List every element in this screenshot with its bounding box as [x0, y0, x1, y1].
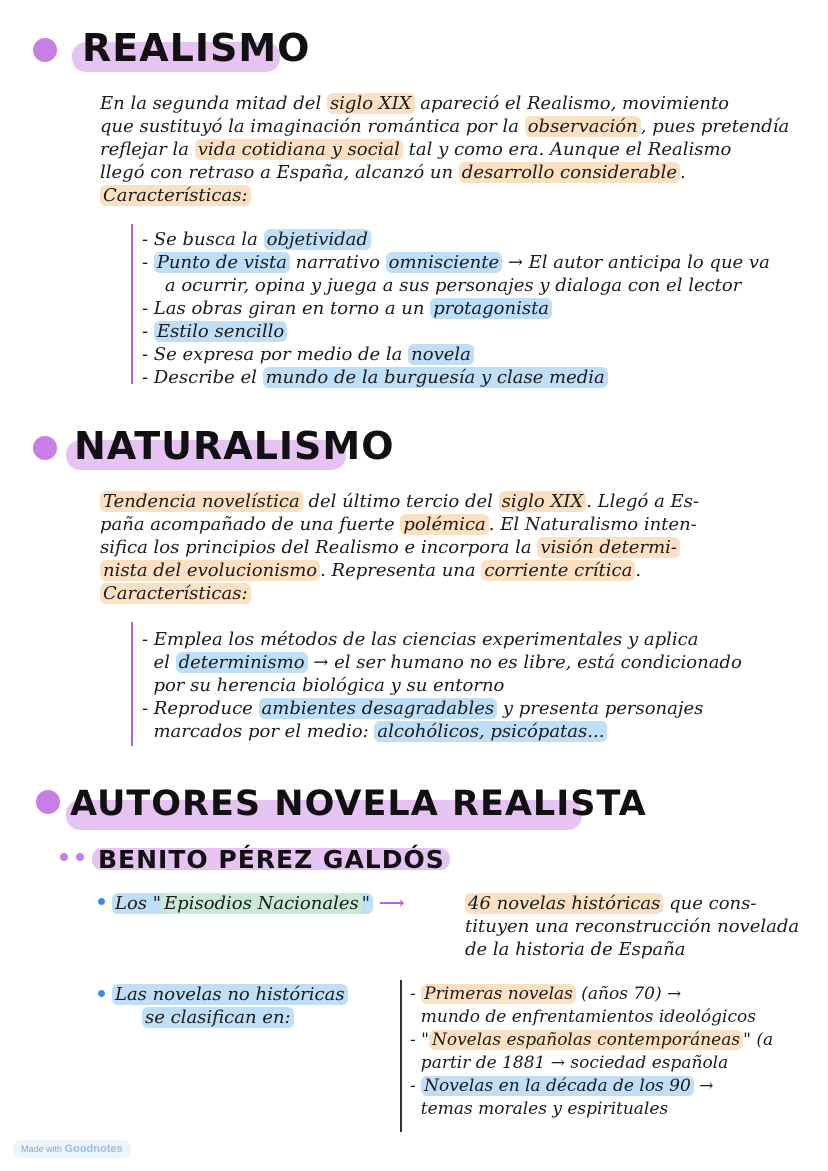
desc-line: 46 novelas históricas que cons- [465, 892, 799, 915]
brace-line [400, 980, 402, 1132]
section-bullet-naturalismo [33, 436, 57, 460]
list-item: el determinismo → el ser humano no es libre, está condicionado [142, 652, 742, 673]
intro-line: En la segunda mitad del siglo XIX apareció el Realismo, movimiento [100, 93, 730, 114]
intro-line: que sustituyó la imaginación romántica por la observación , pues pretendía [100, 116, 790, 137]
list-item: - Punto de vista narrativo omnisciente → El autor anticipa lo que va [142, 252, 770, 273]
list-item: temas morales y espirituales [410, 1099, 669, 1119]
no-historicas-label [112, 983, 348, 1029]
no-historicas-list [410, 983, 773, 1121]
desc-line: de la historia de España [465, 939, 686, 960]
characteristics-label: Características: [100, 582, 699, 605]
list-item: - " Novelas españolas contemporáneas " (a [410, 1030, 774, 1050]
label-line: se clasifican en: [112, 1006, 348, 1029]
list-item: por su herencia biológica y su entorno [142, 675, 505, 696]
list-bar [131, 224, 133, 384]
realismo-list [142, 228, 770, 389]
section-title-autores: AUTORES NOVELA REALISTA [70, 784, 647, 824]
naturalismo-list [142, 628, 742, 743]
list-item: - Se expresa por medio de la novela [142, 343, 770, 366]
naturalismo-intro [100, 490, 699, 605]
intro-line: llegó con retraso a España, alcanzó un desarrollo considerable . [100, 162, 686, 183]
goodnotes-badge: Made with Goodnotes [13, 1140, 131, 1158]
list-item: - Las obras giran en torno a un protagonista [142, 297, 770, 320]
list-item: partir de 1881 → sociedad española [410, 1053, 729, 1073]
sub-bullet [76, 853, 84, 861]
list-item: - Reproduce ambientes desagradables y presenta personajes [142, 698, 704, 719]
intro-line: reflejar la vida cotidiana y social tal y como era. Aunque el Realismo [100, 139, 732, 160]
section-title-naturalismo: NATURALISMO [74, 424, 395, 468]
intro-line: paña acompañado de una fuerte polémica . El Naturalismo inten- [100, 514, 697, 535]
list-item: marcados por el medio: alcohólicos, psicópatas... [142, 720, 742, 743]
list-item: - Se busca la objetividad [142, 228, 770, 251]
label-line: Las novelas no históricas [112, 983, 348, 1006]
episodios-desc [465, 892, 799, 961]
list-item: - Describe el mundo de la burguesía y clase media [142, 366, 770, 389]
intro-line: nista del evolucionismo . Representa una corriente crítica . [100, 559, 699, 582]
arrow-right-icon: ⟶ [378, 893, 405, 914]
list-item: mundo de enfrentamientos ideológicos [410, 1007, 756, 1027]
section-title-realismo: REALISMO [82, 26, 311, 70]
realismo-intro [100, 92, 789, 207]
bullet [98, 898, 105, 905]
list-item: - Estilo sencillo [142, 320, 770, 343]
intro-line: Tendencia novelística del último tercio del siglo XIX . Llegó a Es- [100, 490, 699, 513]
characteristics-label: Características: [100, 184, 789, 207]
section-bullet-realismo [33, 38, 57, 62]
list-item: - Emplea los métodos de las ciencias experimentales y aplica [142, 629, 699, 650]
list-item: a ocurrir, opina y juega a sus personajes y dialoga con el lector [142, 275, 742, 296]
intro-line: sifica los principios del Realismo e incorpora la visión determi- [100, 536, 699, 559]
author-name: BENITO PÉREZ GALDÓS [98, 845, 445, 874]
list-item: - Primeras novelas (años 70) → [410, 984, 682, 1004]
sub-bullet [60, 853, 68, 861]
desc-line: tituyen una reconstrucción novelada [465, 916, 800, 937]
section-bullet-autores [36, 790, 60, 814]
list-bar [131, 622, 133, 746]
bullet [98, 990, 105, 997]
episodios-label: Los " Episodios Nacionales " ⟶ [112, 892, 405, 915]
list-item: - Novelas en la década de los 90 → [410, 1076, 714, 1096]
